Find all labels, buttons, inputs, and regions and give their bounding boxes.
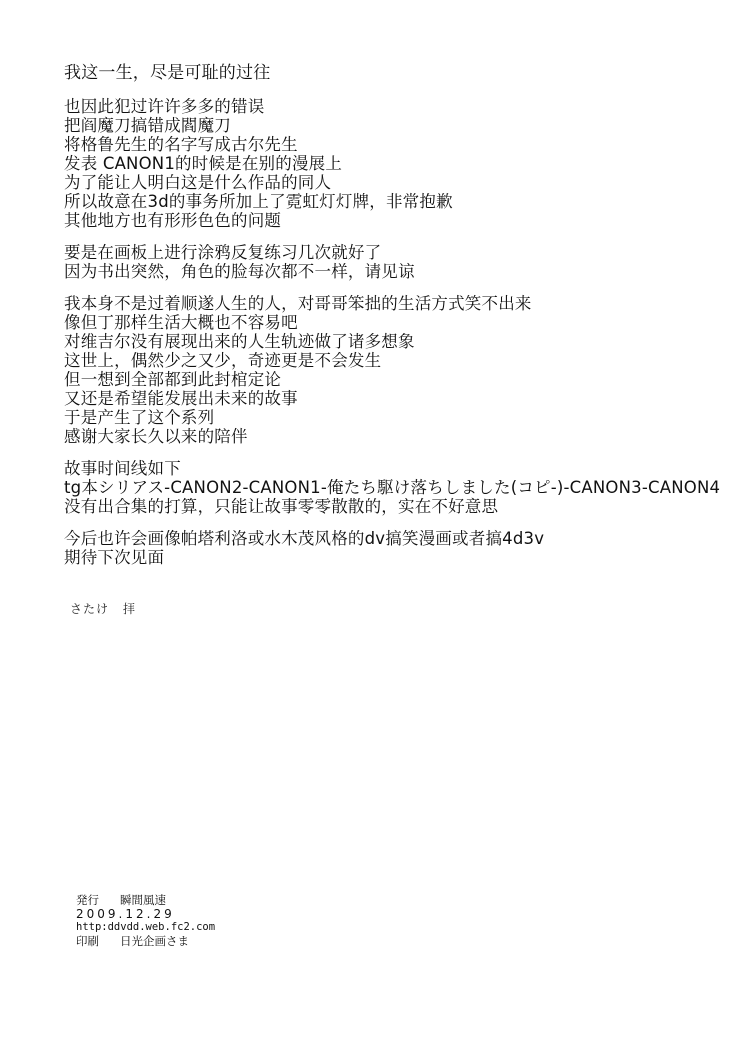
text-line: 但一想到全部都到此封棺定论 [64, 370, 282, 389]
text-line: 期待下次见面 [64, 548, 165, 567]
text-line: 因为书出突然，角色的脸每次都不一样，请见谅 [64, 262, 415, 281]
text-line: 于是产生了这个系列 [64, 408, 215, 427]
author-signature [70, 600, 136, 617]
text-line: 又还是希望能发展出未来的故事 [64, 389, 298, 408]
author-name: さたけ [70, 602, 110, 616]
publisher-label: 発行 [76, 893, 99, 907]
paragraph-mistakes [64, 97, 724, 230]
text-line: 今后也许会画像帕塔利洛或水木茂风格的dv搞笑漫画或者搞4d3v [64, 529, 545, 548]
paragraph-future [64, 529, 724, 567]
colophon [76, 894, 215, 948]
website-url: http:ddvdd.web.fc2.com [76, 921, 216, 933]
text-line: 其他地方也有形形色色的问题 [64, 211, 282, 230]
signature-closing: 拝 [123, 602, 137, 616]
text-line: 故事时间线如下 [64, 459, 181, 478]
publish-date: 2009.12.29 [76, 906, 175, 921]
afterword-text [64, 64, 724, 567]
text-line: 所以故意在3d的事务所加上了霓虹灯灯牌，非常抱歉 [64, 192, 453, 211]
text-line: 感谢大家长久以来的陪伴 [64, 427, 248, 446]
colophon-publisher-row [76, 894, 215, 908]
text-line: 对维吉尔没有展现出来的人生轨迹做了诸多想象 [64, 332, 415, 351]
text-line: 发表 CANON1的时候是在别的漫展上 [64, 154, 343, 173]
paragraph-intro [64, 64, 724, 83]
paragraph-reflection [64, 294, 724, 446]
text-line: 也因此犯过许许多多的错误 [64, 97, 265, 116]
text-line: 把阎魔刀搞错成閻魔刀 [64, 116, 231, 135]
paragraph-timeline [64, 459, 724, 516]
text-line: 这世上，偶然少之又少，奇迹更是不会发生 [64, 351, 382, 370]
text-line: 为了能让人明白这是什么作品的同人 [64, 173, 332, 192]
text-line: 没有出合集的打算，只能让故事零零散散的，实在不好意思 [64, 497, 499, 516]
text-line: tg本シリアス-CANON2-CANON1-俺たち駆け落ちしました(コピ-)-CANON3-CANON4 [64, 478, 721, 497]
printer-label: 印刷 [76, 933, 99, 948]
text-line: 我这一生，尽是可耻的过往 [64, 63, 271, 83]
text-line: 我本身不是过着顺遂人生的人，对哥哥笨拙的生活方式笑不出来 [64, 294, 532, 313]
colophon-printer-row [76, 935, 215, 949]
publisher-name: 瞬間風速 [120, 893, 166, 907]
text-line: 将格鲁先生的名字写成古尔先生 [64, 135, 298, 154]
text-line: 像但丁那样生活大概也不容易吧 [64, 313, 298, 332]
paragraph-practice [64, 243, 724, 281]
text-line: 要是在画板上进行涂鸦反复练习几次就好了 [64, 243, 382, 262]
printer-name: 日光企画さま [120, 933, 189, 948]
